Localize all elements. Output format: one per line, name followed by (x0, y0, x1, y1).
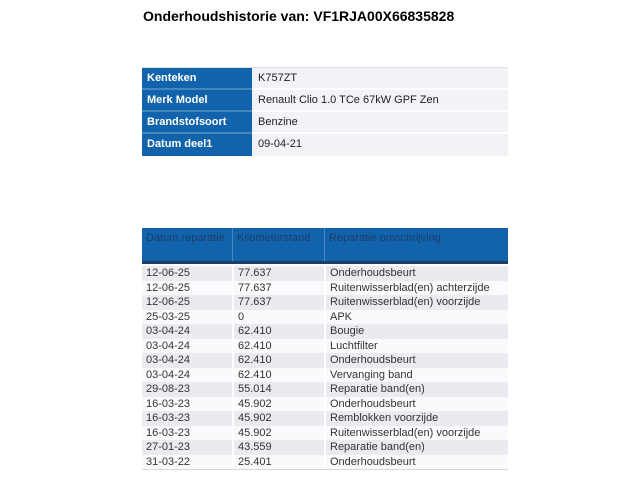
cell-kilometerstand: 77.637 (232, 281, 324, 296)
cell-omschrijving: APK (324, 310, 508, 325)
info-row-datum-deel1 (142, 134, 508, 156)
table-row (142, 368, 508, 383)
info-label: Brandstofsoort (142, 112, 252, 134)
table-row (142, 426, 508, 441)
cell-datum: 29-08-23 (146, 383, 191, 395)
cell-omschrijving: Reparatie band(en) (324, 440, 508, 455)
cell-datum: 12-06-25 (146, 296, 191, 308)
table-row (142, 353, 508, 368)
page-title: Onderhoudshistorie van: VF1RJA00X66835828 (143, 8, 455, 24)
table-row (142, 397, 508, 412)
cell-omschrijving: Reparatie band(en) (324, 382, 508, 397)
table-row (142, 411, 508, 426)
info-value: K757ZT (252, 68, 508, 90)
table-header-row (142, 228, 508, 264)
cell-omschrijving: Onderhoudsbeurt (324, 353, 508, 368)
cell-datum: 03-04-24 (146, 368, 191, 381)
table-row (142, 310, 508, 325)
cell-kilometerstand: 43.559 (232, 440, 324, 455)
cell-omschrijving: Ruitenwisserblad(en) voorzijde (324, 295, 508, 310)
cell-omschrijving: Onderhoudsbeurt (324, 397, 508, 412)
cell-datum: 16-03-23 (146, 397, 191, 410)
table-row (142, 440, 508, 455)
cell-kilometerstand: 62.410 (232, 339, 324, 354)
cell-omschrijving: Ruitenwisserblad(en) voorzijde (324, 426, 508, 441)
info-row-kenteken (142, 68, 508, 90)
maintenance-history-table (142, 228, 508, 470)
table-row (142, 324, 508, 339)
info-label: Datum deel1 (142, 134, 252, 156)
cell-omschrijving: Vervanging band (324, 368, 508, 383)
cell-datum: 16-03-23 (146, 412, 191, 424)
table-row (142, 455, 508, 471)
cell-datum: 25-03-25 (146, 310, 191, 323)
cell-omschrijving: Luchtfilter (324, 339, 508, 354)
cell-kilometerstand: 77.637 (232, 266, 324, 281)
cell-datum: 27-01-23 (146, 441, 191, 453)
table-row (142, 266, 508, 281)
cell-kilometerstand: 62.410 (232, 353, 324, 368)
table-row (142, 339, 508, 354)
cell-kilometerstand: 45.902 (232, 426, 324, 441)
cell-datum: 03-04-24 (146, 339, 191, 352)
info-value: Benzine (252, 112, 508, 134)
cell-kilometerstand: 55.014 (232, 382, 324, 397)
cell-kilometerstand: 25.401 (232, 455, 324, 470)
cell-kilometerstand: 45.902 (232, 397, 324, 412)
cell-omschrijving: Ruitenwisserblad(en) achterzijde (324, 281, 508, 296)
column-header-kilometerstand: Kilometerstand (232, 228, 324, 261)
cell-omschrijving: Onderhoudsbeurt (324, 266, 508, 281)
info-label: Kenteken (142, 68, 252, 90)
cell-datum: 12-06-25 (146, 281, 191, 294)
cell-kilometerstand: 0 (232, 310, 324, 325)
table-row (142, 295, 508, 310)
table-body (142, 266, 508, 470)
column-header-datum-reparatie: Datum reparatie (146, 232, 225, 244)
vehicle-info-table (142, 67, 508, 156)
info-value: Renault Clio 1.0 TCe 67kW GPF Zen (252, 90, 508, 112)
info-label: Merk Model (142, 90, 252, 112)
table-row (142, 281, 508, 296)
cell-datum: 03-04-24 (146, 354, 191, 366)
cell-datum: 03-04-24 (146, 325, 191, 337)
cell-omschrijving: Remblokken voorzijde (324, 411, 508, 426)
cell-kilometerstand: 77.637 (232, 295, 324, 310)
cell-kilometerstand: 62.410 (232, 368, 324, 383)
cell-datum: 31-03-22 (146, 455, 191, 468)
cell-datum: 12-06-25 (146, 267, 191, 279)
cell-kilometerstand: 62.410 (232, 324, 324, 339)
info-row-merk-model (142, 90, 508, 112)
cell-omschrijving: Onderhoudsbeurt (324, 455, 508, 470)
column-header-reparatie-omschrijving: Reparatie omschrijving (324, 228, 508, 261)
info-value: 09-04-21 (252, 134, 508, 156)
table-row (142, 382, 508, 397)
info-row-brandstofsoort (142, 112, 508, 134)
cell-kilometerstand: 45.902 (232, 411, 324, 426)
cell-datum: 16-03-23 (146, 426, 191, 439)
cell-omschrijving: Bougie (324, 324, 508, 339)
